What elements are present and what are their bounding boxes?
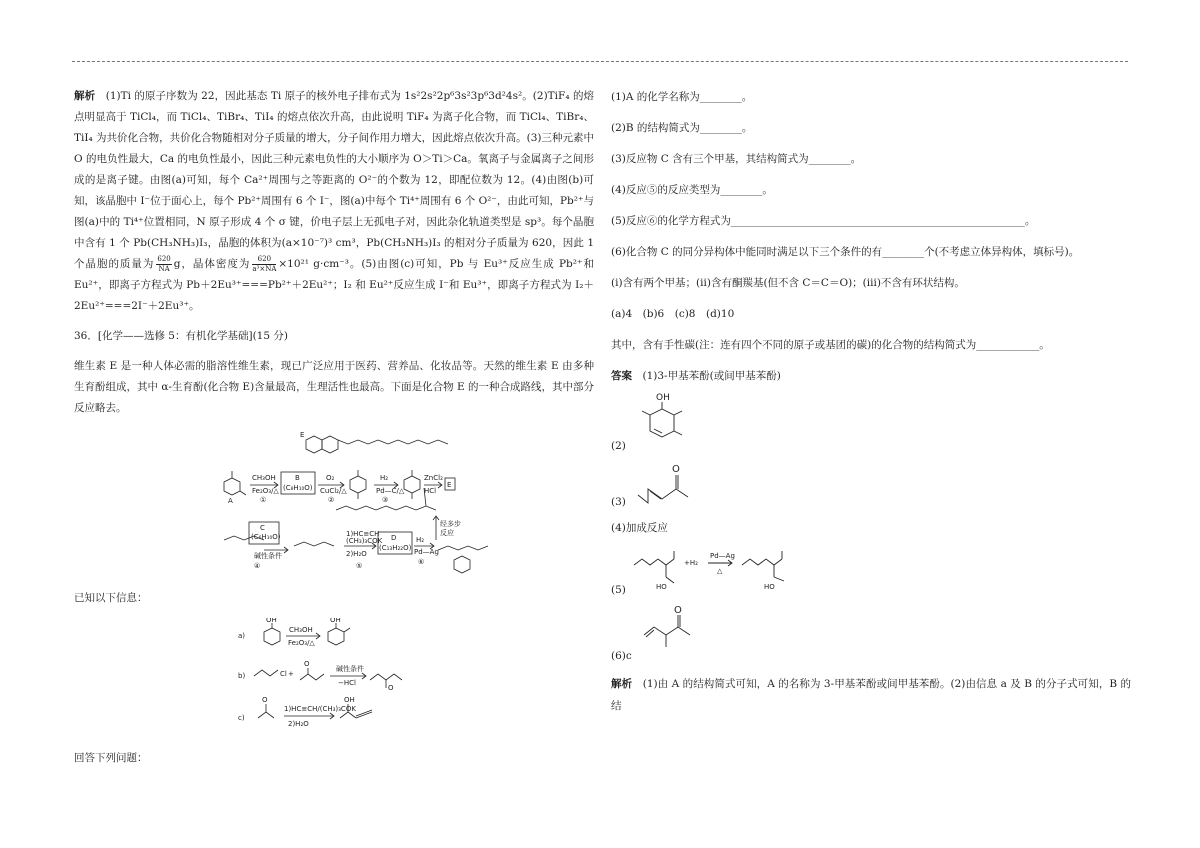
question-6-conditions: (ⅰ)含有两个甲基；(ⅱ)含有酮羰基(但不含 C＝C＝O)；(ⅲ)不含有环状结构。 — [611, 277, 965, 289]
known-info-reactions — [74, 618, 594, 740]
answer-6-row: (6)c O — [611, 605, 1131, 667]
analysis-right: 解析 (1)由 A 的结构简式可知，A 的名称为 3-甲基苯酚或间甲基苯酚。(2)由信息 a 及 B 的分子式可知，B 的结 — [611, 678, 1132, 712]
known-info-label: 已知以下信息： — [74, 592, 148, 604]
svg-text:A: A — [228, 497, 233, 505]
left-column — [74, 86, 594, 778]
svg-text:1)HC≡CH: 1)HC≡CH — [346, 530, 380, 538]
svg-text:CH₃OH: CH₃OH — [252, 474, 276, 482]
svg-text:O: O — [304, 660, 310, 668]
answer-3-structure — [632, 461, 702, 513]
svg-text:1)HC≡CH/(CH₃)₃COK: 1)HC≡CH/(CH₃)₃COK — [284, 705, 356, 713]
svg-text:⑥: ⑥ — [418, 558, 425, 566]
svg-text:C: C — [260, 524, 265, 532]
svg-text:碱性条件: 碱性条件 — [336, 665, 364, 673]
svg-text:(C₆H₁₀O): (C₆H₁₀O) — [251, 533, 281, 541]
svg-text:反应: 反应 — [440, 529, 454, 537]
question-3: (3)反应物 C 含有三个甲基，其结构简式为________。 — [611, 153, 862, 165]
synthesis-scheme — [74, 428, 594, 580]
svg-text:−HCl: −HCl — [338, 679, 356, 687]
svg-text:经多步: 经多步 — [440, 520, 461, 528]
analysis-text-2: g，晶体密度为 — [173, 258, 251, 270]
svg-text:③: ③ — [382, 496, 389, 504]
question-intro: 维生素 E 是一种人体必需的脂溶性维生素，现已广泛应用于医药、营养品、化妆品等。天然的维生素 E 由多种生育酚组成，其中 α-生育酚(化合物 E)含量最高，生理活性也最高。下面是化合物 E 的一种合成路线，其中部分反应略去。 — [74, 360, 595, 414]
svg-text:①: ① — [260, 496, 267, 504]
svg-text:Pd—Ag: Pd—Ag — [414, 548, 439, 556]
answer-5-row: (5) +H₂ Pd—Ag △ HO HO — [611, 543, 1131, 601]
svg-text:HO: HO — [655, 583, 667, 591]
svg-text:2)H₂O: 2)H₂O — [346, 550, 367, 558]
svg-text:b): b) — [238, 672, 246, 680]
svg-text:碱性条件: 碱性条件 — [254, 552, 282, 560]
svg-text:HO: HO — [763, 583, 775, 591]
svg-text:②: ② — [328, 496, 335, 504]
svg-text:Pd—C/△: Pd—C/△ — [376, 487, 405, 495]
svg-text:H₂: H₂ — [416, 536, 425, 544]
svg-text:O: O — [388, 684, 394, 692]
svg-text:B: B — [295, 474, 300, 482]
svg-text:OH: OH — [330, 618, 341, 624]
svg-text:Pd—Ag: Pd—Ag — [709, 552, 735, 560]
analysis-text-3: ×10²¹ g·cm⁻³。(5)由图(c)可知，Pb 与 Eu³⁺反应生成 Pb²⁺和 Eu²⁺，即离子方程式为 Pb＋2Eu³⁺===Pb²⁺＋2Eu²⁺；I₂ 和 Eu²⁺反应生成 I⁻和 Eu³⁺，即离子方程式为 I₂＋2Eu²⁺===2I⁻＋2Eu³⁺。 — [74, 258, 595, 312]
svg-text:Fe₂O₃/△: Fe₂O₃/△ — [252, 487, 279, 495]
question-1: (1)A 的化学名称为________。 — [611, 91, 753, 103]
right-column — [611, 86, 1131, 726]
svg-text:E: E — [300, 431, 305, 439]
svg-text:⑤: ⑤ — [356, 562, 363, 570]
question-6: (6)化合物 C 的同分异构体中能同时满足以下三个条件的有________个(不考虑立体异构体，填标号)。 — [611, 246, 1080, 258]
svg-text:(CH₃)₃COK: (CH₃)₃COK — [346, 537, 383, 545]
svg-text:OH: OH — [344, 696, 355, 704]
answer-2-structure — [632, 391, 692, 457]
answer-prompt: 回答下列问题： — [74, 752, 148, 764]
answer-label: 答案 — [611, 370, 632, 382]
svg-text:O: O — [262, 696, 268, 704]
fraction-mass: $\frac{620}{NA}$ — [157, 254, 171, 273]
svg-text:Cl: Cl — [280, 670, 287, 678]
answer-5-equation — [632, 543, 822, 601]
svg-text:Fe₂O₃/△: Fe₂O₃/△ — [288, 639, 315, 647]
svg-text:E: E — [447, 481, 452, 489]
svg-text:O: O — [671, 464, 680, 475]
answer-4: (4)加成反应 — [611, 522, 668, 534]
svg-text:④: ④ — [254, 562, 261, 570]
fraction-density: $\frac{620}{\text{a³×NA}}$ — [252, 254, 277, 273]
answer-3-row: (3) O — [611, 461, 1131, 513]
question-4: (4)反应⑤的反应类型为________。 — [611, 184, 773, 196]
answer-2-row: (2) OH — [611, 391, 1131, 457]
header-rule — [72, 61, 1128, 62]
question-36-heading: 36．[化学——选修 5：有机化学基础](15 分) — [74, 330, 288, 342]
svg-text:+: + — [288, 670, 294, 678]
svg-text:△: △ — [716, 567, 723, 575]
svg-text:a): a) — [238, 632, 246, 640]
svg-text:c): c) — [238, 714, 245, 722]
analysis-label-right: 解析 — [611, 678, 633, 690]
svg-text:CH₃OH: CH₃OH — [289, 626, 313, 634]
analysis-text-1: (1)Ti 的原子序数为 22，因此基态 Ti 原子的核外电子排布式为 1s²2s²2p⁶3s²3p⁶3d²4s²。(2)TiF₄ 的熔点明显高于 TiCl₄，而 TiCl₄、TiBr₄、TiI₄ 的熔点依次升高，由此说明 TiF₄ 为离子化合物，而 TiCl₄、TiBr₄、TiI₄ 为共价化合物，共价化合物随相对分子质量的增大，分子间作用力增大，因此熔点依次升高。(3)三种元素中 O 的电负性最大，Ca 的电负性最小，因此三种元素电负性的大小顺序为 O＞Ti＞Ca。氧离子与金属离子之间形成的是离子键。由图(a)可知，每个 Ca²⁺周围与之等距离的 O²⁻的个数为 12，即配位数为 12。(4)由图(b)可知，该晶胞中 I⁻位于面心上，每个 Pb²⁺周围有 6 个 I⁻，图(a)中每个 Ti⁴⁺周围有 6 个 O²⁻，由此可知，Pb²⁺与图(a)中的 Ti⁴⁺位置相同，N 原子形成 4 个 σ 键，价电子层上无孤电子对，因此杂化轨道类型是 sp³。每个晶胞中含有 1 个 Pb(CH₃NH₃)I₃，晶胞的体积为(a×10⁻⁷)³ cm³，Pb(CH₃NH₃)I₃ 的相对分子质量为 620，因此 1 个晶胞的质量为 — [74, 90, 595, 270]
svg-text:(C₁₃H₂₂O): (C₁₃H₂₂O) — [379, 544, 412, 552]
question-6-options: (a)4 (b)6 (c)8 (d)10 — [611, 308, 735, 320]
svg-text:ZnCl₂: ZnCl₂ — [424, 474, 443, 482]
svg-text:CuCl₂/△: CuCl₂/△ — [320, 487, 347, 495]
answer-1: 答案 (1)3-甲基苯酚(或间甲基苯酚) — [611, 370, 781, 382]
question-2: (2)B 的结构简式为________。 — [611, 122, 753, 134]
svg-text:O: O — [673, 605, 682, 616]
svg-text:O₂: O₂ — [326, 474, 335, 482]
svg-text:D: D — [391, 534, 397, 542]
svg-text:(C₈H₁₀O): (C₈H₁₀O) — [283, 484, 313, 492]
question-6-chiral: 其中，含有手性碳(注：连有四个不同的原子或基团的碳)的化合物的结构简式为____________。 — [611, 339, 1050, 351]
analysis-paragraph — [74, 86, 594, 317]
answer-6-structure — [638, 605, 708, 667]
svg-text:+H₂: +H₂ — [683, 559, 698, 567]
question-5: (5)反应⑥的化学方程式为________________________________________________________。 — [611, 215, 1036, 227]
analysis-label: 解析 — [74, 90, 96, 102]
svg-text:HCl: HCl — [424, 487, 437, 495]
svg-text:2)H₂O: 2)H₂O — [288, 720, 309, 728]
svg-text:H₂: H₂ — [380, 474, 389, 482]
svg-text:OH: OH — [266, 618, 277, 624]
svg-text:OH: OH — [655, 393, 670, 403]
